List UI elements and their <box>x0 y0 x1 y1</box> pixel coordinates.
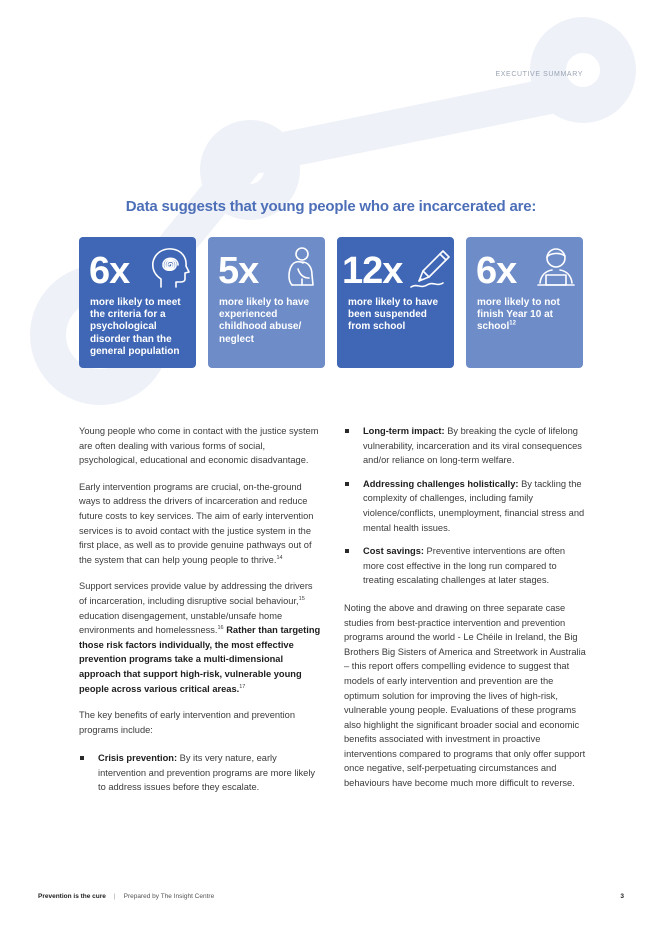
benefits-list <box>344 424 587 588</box>
footnote-ref: 12 <box>509 321 516 328</box>
paragraph: Young people who come in contact with the justice system are often dealing with various forms of social, psychological, educational and economic disadvantage. <box>79 426 319 466</box>
section-label: EXECUTIVE SUMMARY <box>495 71 583 78</box>
list-item-label: Long-term impact: <box>363 426 445 436</box>
stat-description: more likely to have experienced childhood abuse/ neglect <box>219 297 310 345</box>
stat-description <box>477 297 577 334</box>
page-number: 3 <box>620 893 624 900</box>
paragraph-text: education disengagement, unstable/unsafe home environments and homelessness. <box>79 610 283 636</box>
paragraph <box>79 480 322 568</box>
stat-card-abuse <box>208 237 325 368</box>
footer-title: Prevention is the cure <box>38 893 106 900</box>
list-item <box>344 544 587 588</box>
student-laptop-icon <box>534 245 578 291</box>
footer-prepared-by: Prepared by The Insight Centre <box>123 893 215 900</box>
list-item <box>79 751 322 795</box>
benefits-list <box>79 751 322 795</box>
stat-value: 6x <box>476 250 517 292</box>
stat-value: 5x <box>218 250 259 292</box>
list-item-text: By tackling the complexity of challenges, including family violence/conflicts, unemployment, financial stress and mental health issues. <box>363 478 585 533</box>
paragraph-emphasis: Rather than targeting those risk factors individually, the most effective prevention programs take a multi-dimensional approach that support high-risk, vulnerable young people across various critical areas. <box>79 625 321 694</box>
stat-card-suspended <box>337 237 454 368</box>
stat-value: 6x <box>89 250 130 292</box>
footnote-ref: 16 <box>217 625 224 632</box>
list-item <box>344 477 587 535</box>
right-column <box>344 424 587 803</box>
stat-card-year10 <box>466 237 583 368</box>
footnote-ref: 17 <box>239 683 246 690</box>
paragraph: The key benefits of early intervention and prevention programs include: <box>79 710 296 735</box>
paragraph-text: Support services provide value by addressing the drivers of incarceration, including disruptive social behaviour, <box>79 581 313 606</box>
list-item-label: Cost savings: <box>363 546 424 557</box>
head-spiral-icon <box>147 245 191 291</box>
list-item <box>344 424 587 468</box>
list-item-text: By breaking the cycle of lifelong vulnerability, incarceration and its viral consequences and/or reliance on long-term welfare. <box>363 426 582 466</box>
list-item-label: Crisis prevention: <box>98 753 178 764</box>
stat-description: more likely to meet the criteria for a psychological disorder than the general population <box>90 297 181 357</box>
left-column <box>79 424 322 804</box>
list-item-text: By its very nature, early intervention and prevention programs are more likely to address issues before they escalate. <box>98 753 316 793</box>
page-headline: Data suggests that young people who are incarcerated are: <box>125 198 537 215</box>
page-footer <box>38 893 624 900</box>
footnote-ref: 15 <box>298 595 305 602</box>
paragraph <box>79 579 322 696</box>
stat-card-psychological <box>79 237 196 368</box>
footer-separator: | <box>113 893 116 900</box>
stat-description-text: more likely to not finish Year 10 at school <box>477 297 560 333</box>
person-hugging-knees-icon <box>278 245 322 291</box>
list-item-text: Preventive interventions are often more cost effective in the long run compared to treating escalating challenges at later stages. <box>363 546 566 586</box>
paragraph-text: Early intervention programs are crucial, on-the-ground ways to address the drivers of incarceration and reduce future costs to key services. The aim of early intervention services is to avoid contact with the justice system in the first place, as well as to provide genuine pathways out of the system that can help young people to thrive. <box>79 481 314 565</box>
stat-value: 12x <box>342 250 403 292</box>
stat-description: more likely to have been suspended from school <box>348 297 439 333</box>
footnote-ref: 14 <box>276 554 283 561</box>
stat-cards <box>79 237 583 368</box>
paragraph: Noting the above and drawing on three separate case studies from best-practice intervention and prevention programs around the world - Le Chéile in Ireland, the Big Brothers Big Sisters of America and Streetwork in Australia – this report offers compelling evidence to suggest that models of early intervention and prevention are the optimum solution for improving the lives of high-risk, vulnerable young people. Evaluations of these programs also highlight the significant broader social and economic benefits associated with investment in proactive interventions compared to programs that only offer support once negative, self-perpetuating circumstances and behaviours have become much more difficult to reverse. <box>344 602 586 789</box>
pencil-icon <box>409 245 453 291</box>
list-item-label: Addressing challenges holistically: <box>363 478 519 489</box>
